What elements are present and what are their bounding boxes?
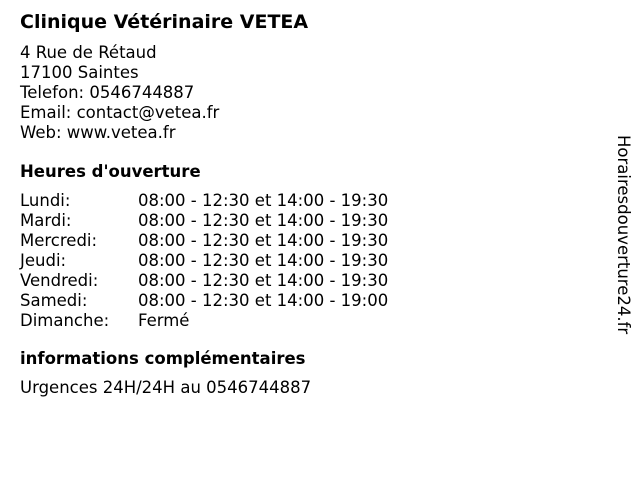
time-value: 08:00 - 12:30 et 14:00 - 19:30: [138, 271, 389, 290]
web-line: Web: www.vetea.fr: [20, 123, 176, 142]
hours-heading: Heures d'ouverture: [20, 162, 201, 181]
time-value: 08:00 - 12:30 et 14:00 - 19:00: [138, 291, 389, 310]
clinic-card: [20, 10, 600, 398]
time-value: Fermé: [138, 311, 190, 330]
hours-row-friday: [20, 271, 600, 291]
extra-info-heading: informations complémentaires: [20, 349, 306, 368]
day-label: Lundi:: [20, 191, 71, 210]
phone-line: Telefon: 0546744887: [20, 83, 195, 102]
contact-block: [20, 43, 600, 143]
day-label: Vendredi:: [20, 271, 99, 290]
day-label: Mercredi:: [20, 231, 98, 250]
time-value: 08:00 - 12:30 et 14:00 - 19:30: [138, 211, 389, 230]
time-value: 08:00 - 12:30 et 14:00 - 19:30: [138, 191, 389, 210]
extra-info-text: Urgences 24H/24H au 0546744887: [20, 378, 312, 397]
clinic-name: Clinique Vétérinaire VETEA: [20, 11, 309, 33]
day-label: Dimanche:: [20, 311, 110, 330]
watermark-brand: Horairesdouverture24.fr: [614, 135, 633, 335]
hours-row-saturday: [20, 291, 600, 311]
day-label: Samedi:: [20, 291, 88, 310]
hours-row-monday: [20, 191, 600, 211]
street-address: 4 Rue de Rétaud: [20, 43, 157, 62]
time-value: 08:00 - 12:30 et 14:00 - 19:30: [138, 231, 389, 250]
day-label: Mardi:: [20, 211, 72, 230]
email-line: Email: contact@vetea.fr: [20, 103, 220, 122]
city-line: 17100 Saintes: [20, 63, 139, 82]
hours-table: [20, 191, 600, 331]
hours-row-sunday: [20, 311, 600, 331]
hours-row-wednesday: [20, 231, 600, 251]
hours-row-thursday: [20, 251, 600, 271]
hours-row-tuesday: [20, 211, 600, 231]
day-label: Jeudi:: [20, 251, 67, 270]
time-value: 08:00 - 12:30 et 14:00 - 19:30: [138, 251, 389, 270]
